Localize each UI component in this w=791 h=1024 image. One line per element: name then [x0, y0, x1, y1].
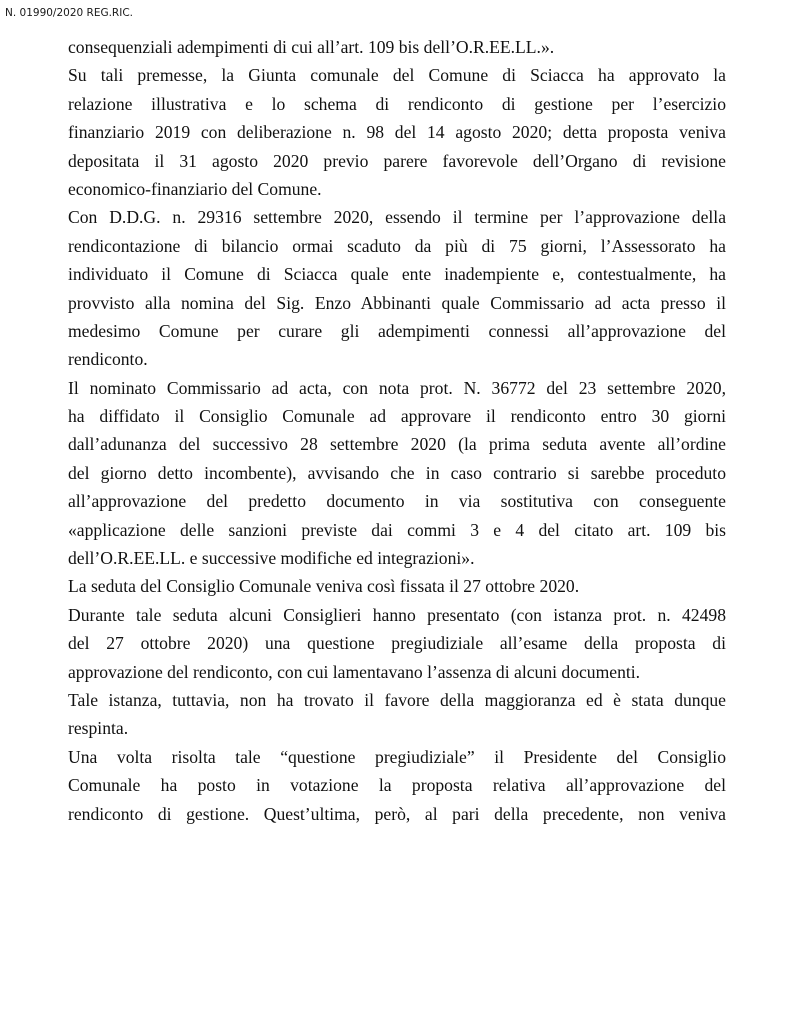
text-line: Con D.D.G. n. 29316 settembre 2020, essendo il termine per l’approvazione della — [68, 207, 726, 228]
text-line: rendiconto. — [68, 349, 148, 370]
text-line: «applicazione delle sanzioni previste dai commi 3 e 4 del citato art. 109 bis — [68, 519, 726, 540]
text-line: rendicontazione di bilancio ormai scaduto da più di 75 giorni, l’Assessorato ha — [68, 235, 726, 256]
text-line: depositata il 31 agosto 2020 previo parere favorevole dell’Organo di revisione — [68, 150, 726, 171]
text-line: medesimo Comune per curare gli adempimenti connessi all’approvazione del — [68, 320, 726, 341]
text-line: Tale istanza, tuttavia, non ha trovato il favore della maggioranza ed è stata dunque — [68, 689, 726, 710]
text-line: consequenziali adempimenti di cui all’art. 109 bis dell’O.R.EE.LL.». — [68, 37, 555, 57]
text-line: dell’O.R.EE.LL. e successive modifiche ed integrazioni». — [68, 548, 475, 569]
text-line: provvisto alla nomina del Sig. Enzo Abbinanti quale Commissario ad acta presso il — [68, 292, 726, 313]
text-line: Comunale ha posto in votazione la proposta relativa all’approvazione del — [68, 775, 726, 796]
text-line: dall’adunanza del successivo 28 settembre 2020 (la prima seduta avente all’ordine — [68, 434, 726, 455]
text-line: Su tali premesse, la Giunta comunale del Comune di Sciacca ha approvato la — [68, 65, 726, 86]
text-line: del 27 ottobre 2020) una questione pregiudiziale all’esame della proposta di — [68, 633, 726, 654]
text-line: Durante tale seduta alcuni Consiglieri hanno presentato (con istanza prot. n. 42498 — [68, 604, 726, 625]
case-number-header: N. 01990/2020 REG.RIC. — [5, 7, 133, 19]
text-line: del giorno detto incombente), avvisando che in caso contrario si sarebbe proceduto — [68, 462, 726, 483]
text-line: respinta. — [68, 718, 129, 739]
text-line: approvazione del rendiconto, con cui lamentavano l’assenza di alcuni documenti. — [68, 661, 641, 682]
text-line: individuato il Comune di Sciacca quale ente inadempiente e, contestualmente, ha — [68, 264, 726, 285]
text-line: rendiconto di gestione. Quest’ultima, però, al pari della precedente, non veniva — [68, 803, 726, 824]
text-line: finanziario 2019 con deliberazione n. 98 del 14 agosto 2020; detta proposta veniva — [68, 122, 726, 143]
text-line: Il nominato Commissario ad acta, con nota prot. N. 36772 del 23 settembre 2020, — [68, 377, 726, 398]
text-line: all’approvazione del predetto documento in via sostitutiva con conseguente — [68, 491, 726, 512]
text-line: La seduta del Consiglio Comunale veniva così fissata il 27 ottobre 2020. — [68, 576, 580, 597]
text-line: ha diffidato il Consiglio Comunale ad approvare il rendiconto entro 30 giorni — [68, 406, 726, 427]
document-body — [68, 33, 726, 828]
text-line: relazione illustrativa e lo schema di rendiconto di gestione per l’esercizio — [68, 93, 726, 114]
text-line: economico-finanziario del Comune. — [68, 178, 322, 199]
text-line: Una volta risolta tale “questione pregiudiziale” il Presidente del Consiglio — [68, 746, 726, 767]
